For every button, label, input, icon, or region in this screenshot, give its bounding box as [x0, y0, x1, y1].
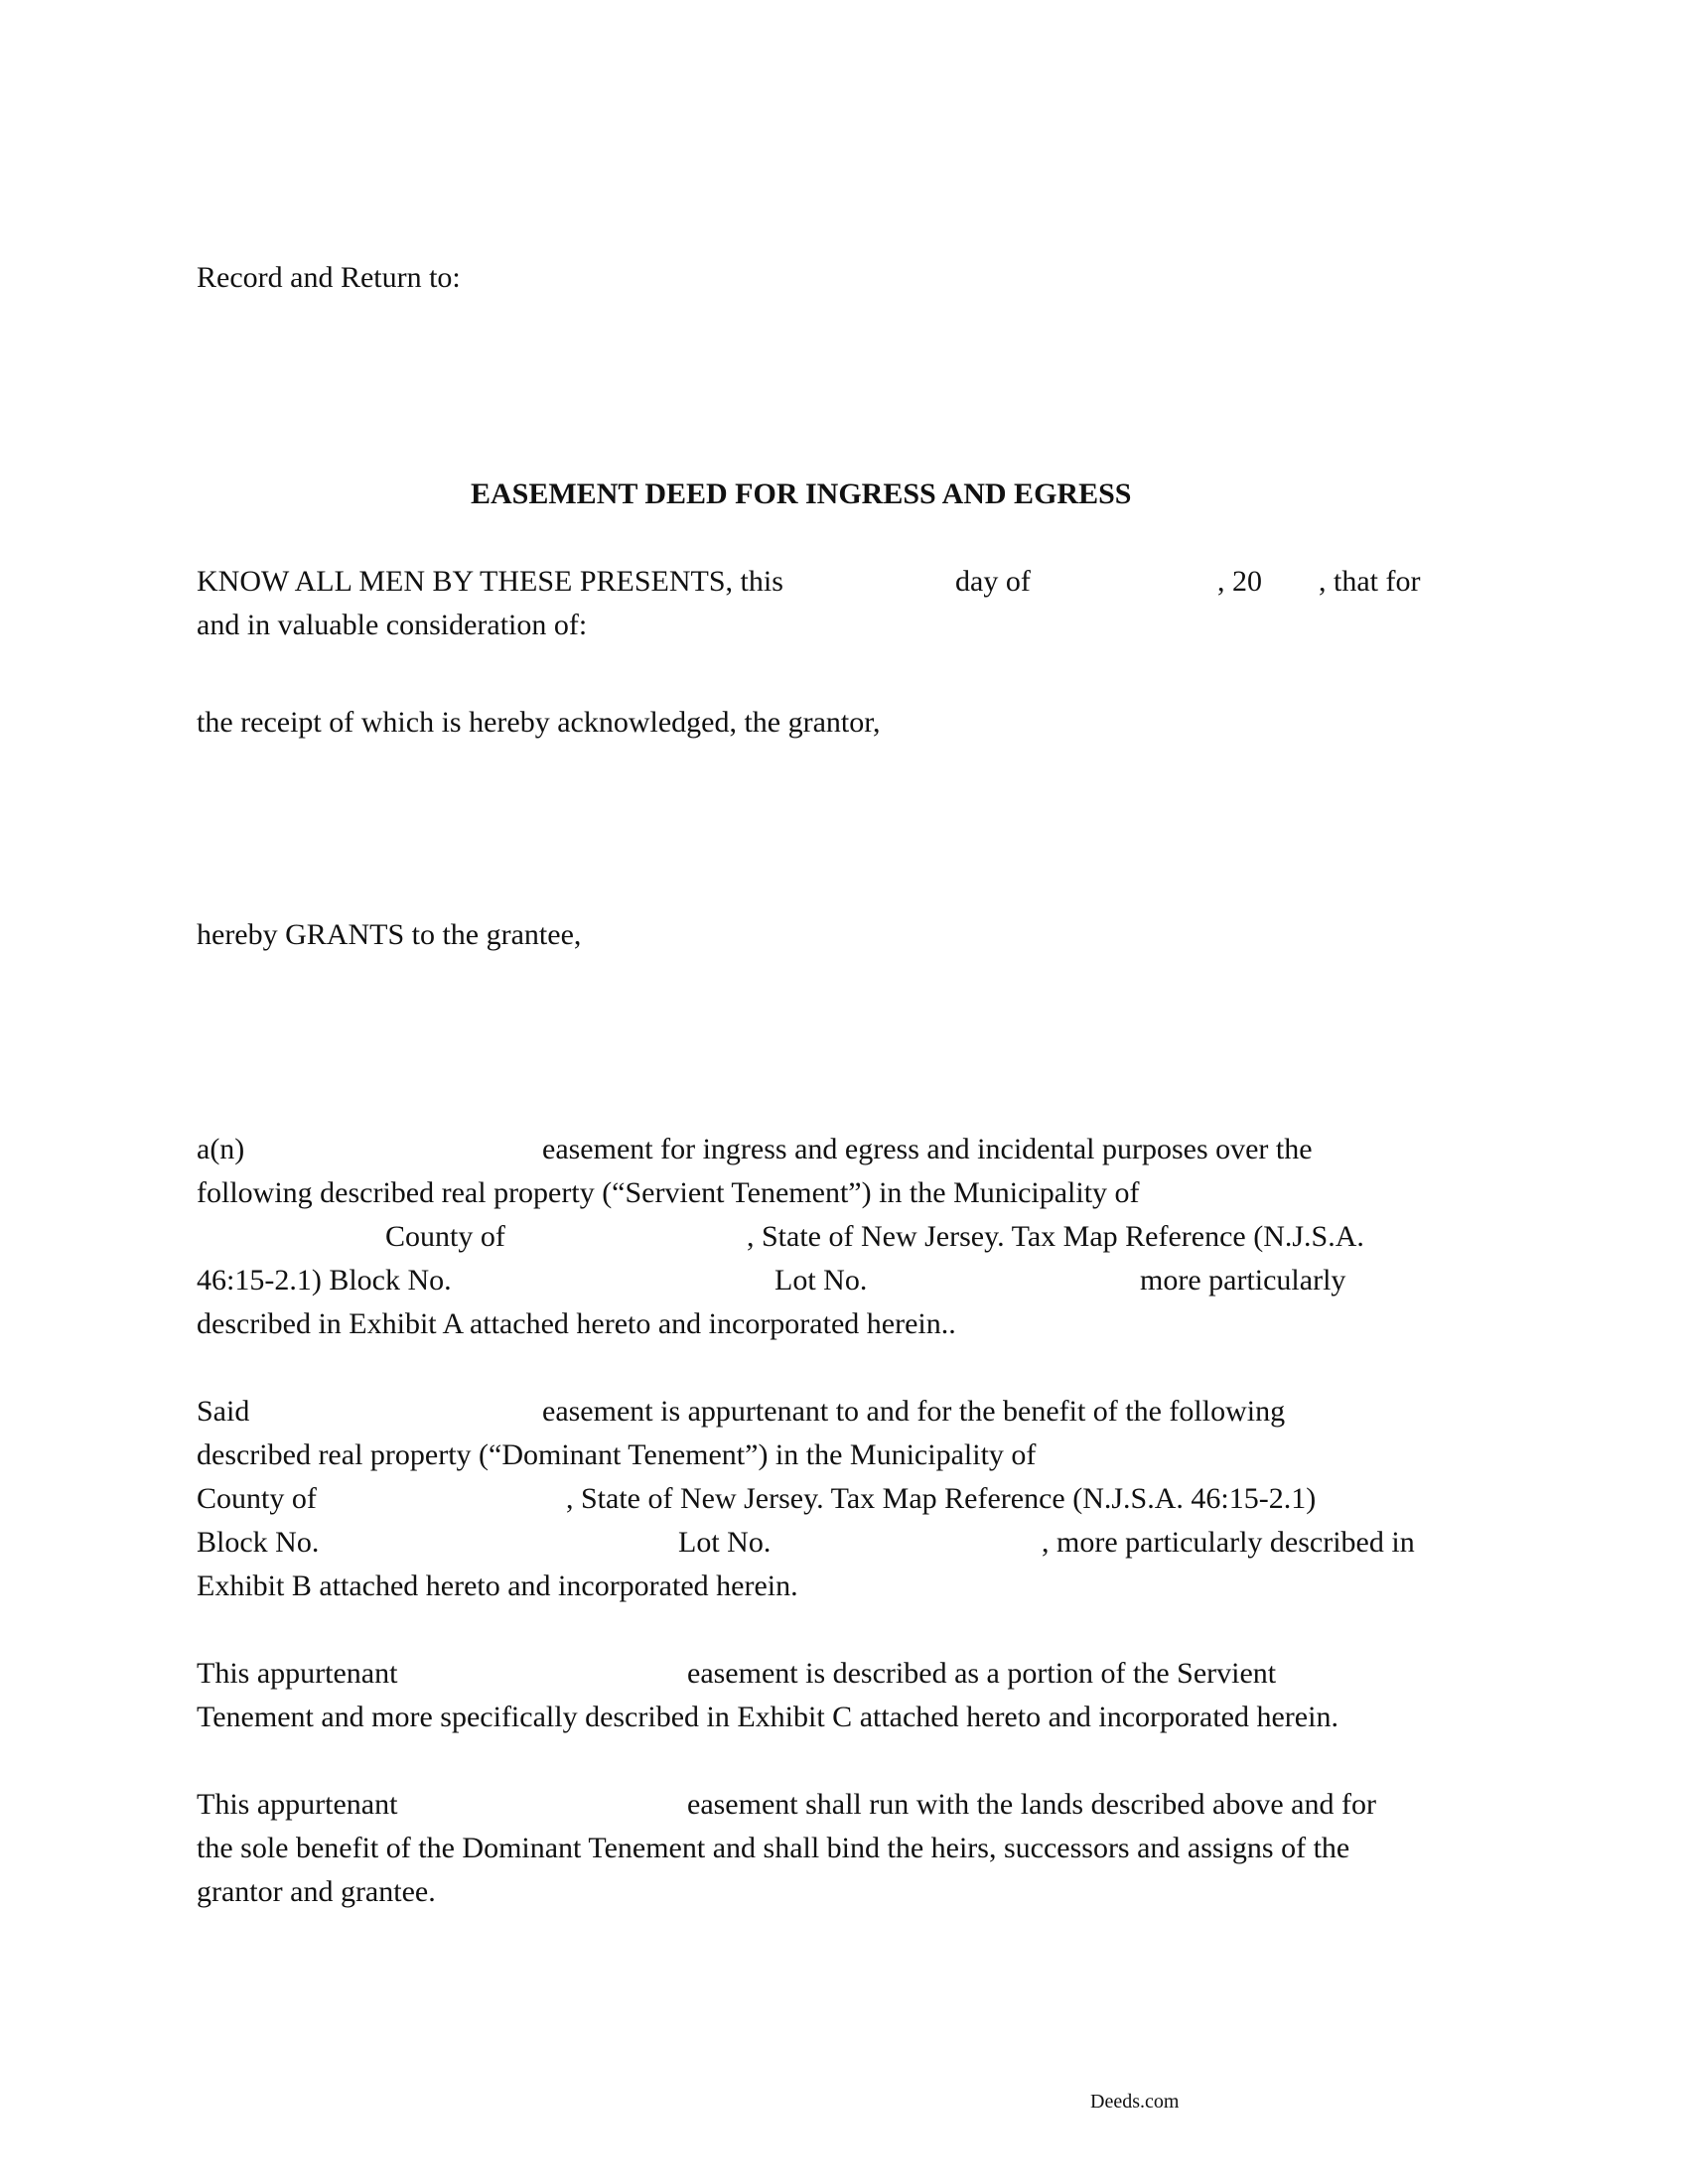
- p5-lot-no: Lot No.: [678, 1526, 772, 1559]
- p5-easement-appurtenant: easement is appurtenant to and for the benefit of the following: [542, 1395, 1286, 1428]
- p1-know-all-men: KNOW ALL MEN BY THESE PRESENTS, this: [197, 565, 783, 598]
- p1-day-of: day of: [955, 565, 1031, 598]
- p4-county-of: County of: [385, 1220, 505, 1253]
- p6-this-appurtenant: This appurtenant: [197, 1657, 398, 1690]
- footer-deeds-com: Deeds.com: [1090, 2091, 1180, 2113]
- p5-state-tax-map: , State of New Jersey. Tax Map Reference (N.J.S.A. 46:15-2.1): [566, 1482, 1317, 1515]
- p6-exhibit-c: Tenement and more specifically described in Exhibit C attached hereto and incorporated herein.: [197, 1701, 1338, 1733]
- p7-sole-benefit: the sole benefit of the Dominant Tenement and shall bind the heirs, successors and assigns of the: [197, 1832, 1350, 1864]
- p5-dominant-municipality: described real property (“Dominant Tenement”) in the Municipality of: [197, 1438, 1037, 1471]
- p7-grantor-grantee: grantor and grantee.: [197, 1875, 436, 1908]
- p4-block-no: 46:15-2.1) Block No.: [197, 1264, 452, 1297]
- p4-exhibit-a: described in Exhibit A attached hereto and incorporated herein..: [197, 1307, 956, 1340]
- p5-block-no: Block No.: [197, 1526, 320, 1559]
- p3-grants-grantee: hereby GRANTS to the grantee,: [197, 918, 582, 951]
- p7-easement-run-with-lands: easement shall run with the lands described above and for: [687, 1788, 1376, 1821]
- p1-consideration: and in valuable consideration of:: [197, 609, 588, 641]
- document-title: EASEMENT DEED FOR INGRESS AND EGRESS: [471, 478, 1132, 510]
- p4-more-particularly: more particularly: [1140, 1264, 1346, 1297]
- p4-servient-municipality: following described real property (“Servient Tenement”) in the Municipality of: [197, 1176, 1140, 1209]
- p4-lot-no: Lot No.: [774, 1264, 868, 1297]
- p1-that-for: , that for: [1319, 565, 1421, 598]
- p2-receipt-grantor: the receipt of which is hereby acknowledged, the grantor,: [197, 706, 881, 739]
- p5-exhibit-b: Exhibit B attached hereto and incorporated herein.: [197, 1570, 798, 1602]
- p4-easement-ingress-egress: easement for ingress and egress and incidental purposes over the: [542, 1133, 1313, 1165]
- p1-year: , 20: [1217, 565, 1262, 598]
- p5-more-particularly: , more particularly described in: [1042, 1526, 1415, 1559]
- p5-said: Said: [197, 1395, 250, 1428]
- record-and-return-label: Record and Return to:: [197, 261, 461, 294]
- p4-an: a(n): [197, 1133, 245, 1165]
- p6-easement-portion: easement is described as a portion of the Servient: [687, 1657, 1277, 1690]
- p5-county-of: County of: [197, 1482, 317, 1515]
- p7-this-appurtenant: This appurtenant: [197, 1788, 398, 1821]
- p4-state-tax-map: , State of New Jersey. Tax Map Reference (N.J.S.A.: [747, 1220, 1364, 1253]
